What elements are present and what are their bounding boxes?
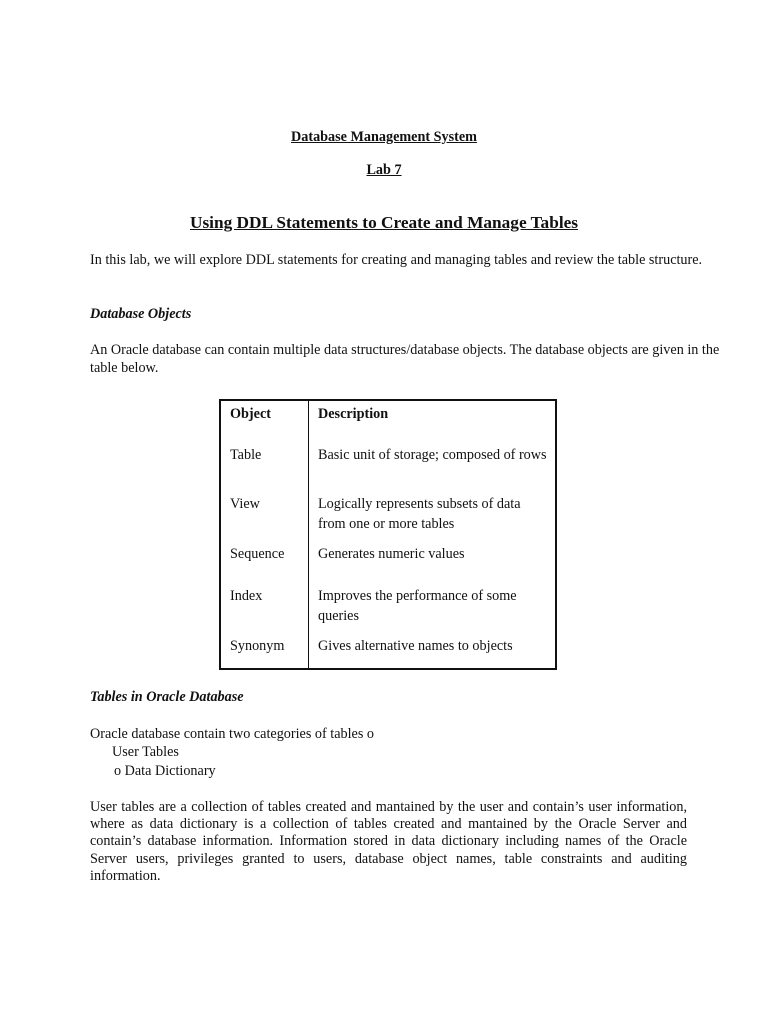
- database-objects-heading: Database Objects: [90, 306, 192, 322]
- table-header-object: Object: [230, 406, 271, 422]
- table-cell-object: View: [230, 496, 260, 512]
- course-title: Database Management System: [291, 129, 477, 145]
- list-item: User Tables: [112, 744, 179, 760]
- intro-paragraph: In this lab, we will explore DDL statements for creating and managing tables and review the table structure.: [90, 252, 703, 268]
- database-objects-paragraph: An Oracle database can contain multiple data structures/database objects. The database objects are given in the table below.: [90, 342, 720, 376]
- list-item: o Data Dictionary: [114, 763, 216, 779]
- table-cell-description: Improves the performance of some queries: [318, 588, 517, 624]
- table-column-divider: [308, 401, 309, 668]
- table-header-description: Description: [318, 406, 389, 422]
- table-cell-object: Table: [230, 447, 262, 463]
- table-cell-description: Logically represents subsets of data from one or more tables: [318, 496, 521, 532]
- table-cell-description: Basic unit of storage; composed of rows: [318, 447, 547, 463]
- page-title: Using DDL Statements to Create and Manage Tables: [189, 213, 579, 232]
- table-cell-description: Gives alternative names to objects: [318, 638, 513, 654]
- table-cell-object: Index: [230, 588, 263, 604]
- lab-title: Lab 7: [366, 162, 402, 178]
- user-tables-paragraph: User tables are a collection of tables created and mantained by the user and contain’s user information, where as data dictionary is a collection of tables created and mantained by the Oracle Server and contain’s database information. Information stored in data dictionary including names of the Oracle Server users, privileges granted to users, database object names, table constraints and auditing information.: [90, 799, 687, 884]
- table-cell-description: Generates numeric values: [318, 546, 465, 562]
- table-cell-object: Synonym: [230, 638, 285, 654]
- tables-in-oracle-heading: Tables in Oracle Database: [90, 689, 244, 705]
- table-cell-object: Sequence: [230, 546, 285, 562]
- categories-intro-line: Oracle database contain two categories of tables o: [90, 726, 375, 742]
- database-objects-table: [219, 399, 557, 670]
